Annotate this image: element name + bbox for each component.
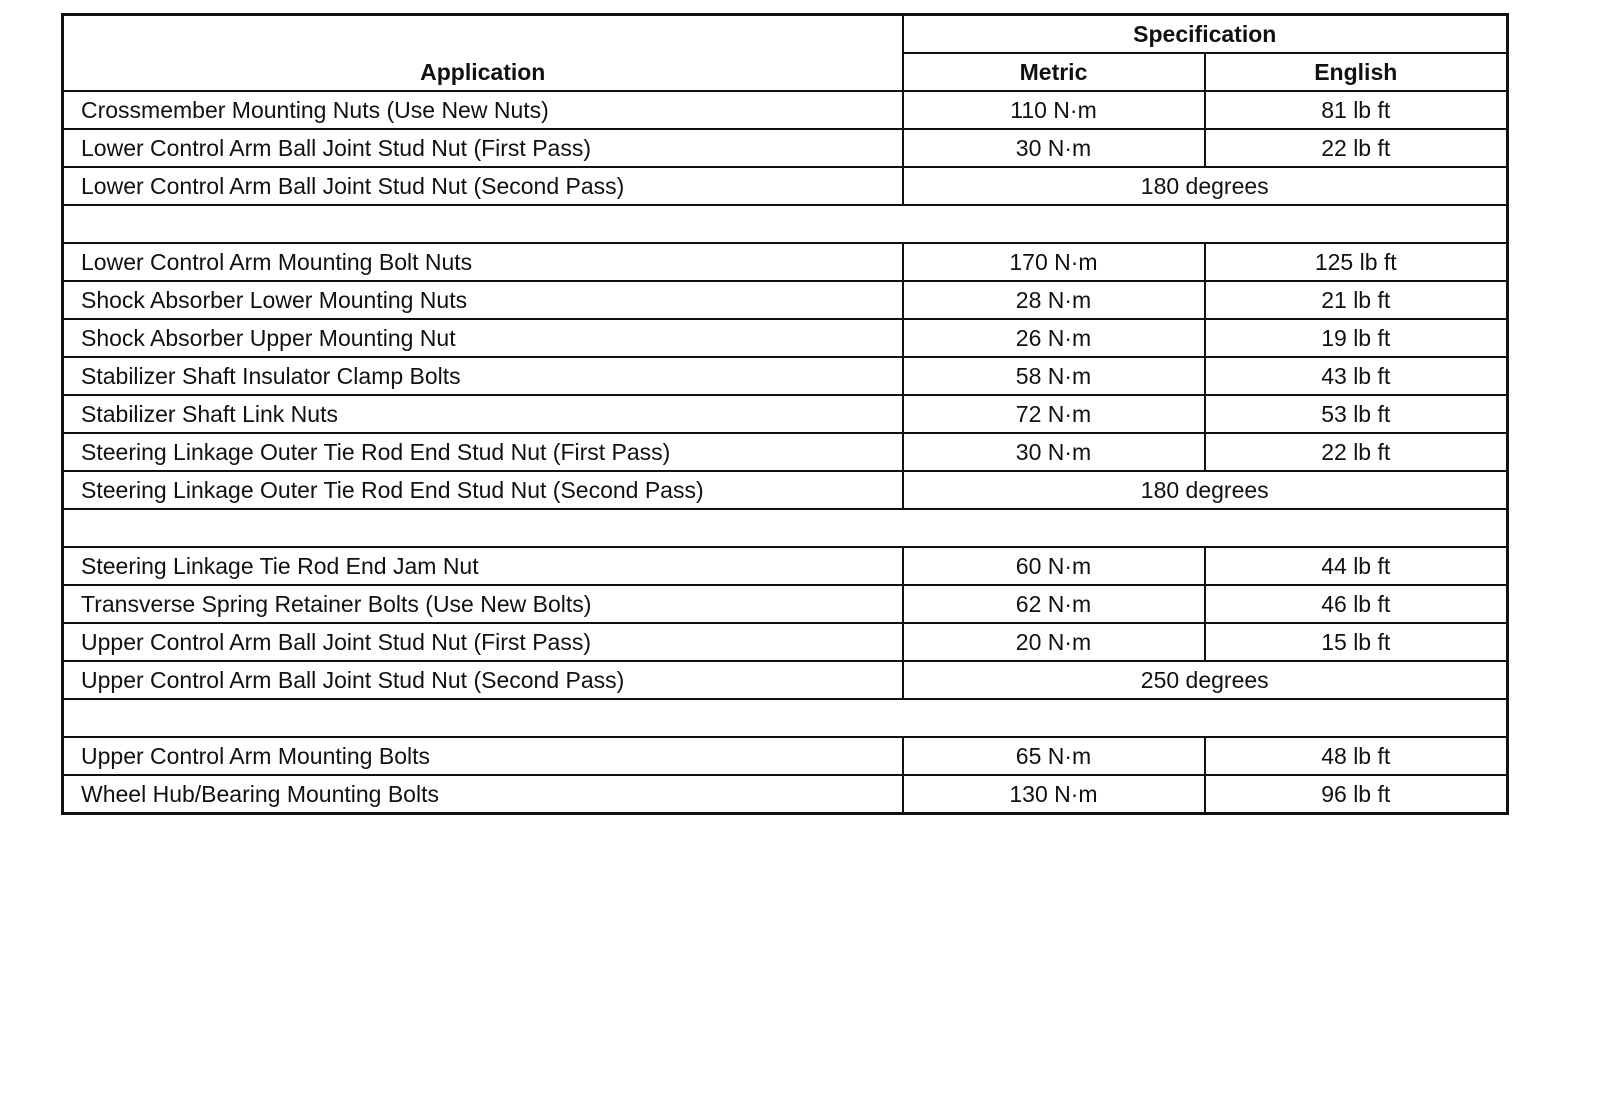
table-row	[63, 167, 1508, 205]
metric-cell: 65 N·m	[903, 737, 1205, 775]
metric-cell: 30 N·m	[903, 433, 1205, 471]
application-cell: Upper Control Arm Ball Joint Stud Nut (First Pass)	[63, 623, 903, 661]
spacer-row	[63, 205, 1508, 243]
spacer-row	[63, 699, 1508, 737]
table-row	[63, 319, 1508, 357]
english-cell: 43 lb ft	[1205, 357, 1508, 395]
english-cell: 19 lb ft	[1205, 319, 1508, 357]
application-cell: Upper Control Arm Mounting Bolts	[63, 737, 903, 775]
english-cell: 22 lb ft	[1205, 433, 1508, 471]
english-cell: 15 lb ft	[1205, 623, 1508, 661]
application-cell: Lower Control Arm Mounting Bolt Nuts	[63, 243, 903, 281]
table-row	[63, 243, 1508, 281]
application-cell: Shock Absorber Lower Mounting Nuts	[63, 281, 903, 319]
application-cell: Upper Control Arm Ball Joint Stud Nut (Second Pass)	[63, 661, 903, 699]
metric-cell: 58 N·m	[903, 357, 1205, 395]
metric-cell: 170 N·m	[903, 243, 1205, 281]
table-row	[63, 471, 1508, 509]
english-cell: 22 lb ft	[1205, 129, 1508, 167]
metric-cell: 26 N·m	[903, 319, 1205, 357]
metric-cell: 130 N·m	[903, 775, 1205, 814]
application-cell: Lower Control Arm Ball Joint Stud Nut (Second Pass)	[63, 167, 903, 205]
metric-cell: 62 N·m	[903, 585, 1205, 623]
table-row	[63, 281, 1508, 319]
metric-cell: 110 N·m	[903, 91, 1205, 129]
application-header: Application	[63, 15, 903, 92]
english-cell: 48 lb ft	[1205, 737, 1508, 775]
metric-cell: 20 N·m	[903, 623, 1205, 661]
english-header: English	[1205, 53, 1508, 91]
application-cell: Steering Linkage Outer Tie Rod End Stud Nut (Second Pass)	[63, 471, 903, 509]
combined-spec-cell: 250 degrees	[903, 661, 1508, 699]
metric-cell: 72 N·m	[903, 395, 1205, 433]
application-cell: Transverse Spring Retainer Bolts (Use New Bolts)	[63, 585, 903, 623]
table-row	[63, 395, 1508, 433]
application-cell: Lower Control Arm Ball Joint Stud Nut (First Pass)	[63, 129, 903, 167]
application-cell: Stabilizer Shaft Insulator Clamp Bolts	[63, 357, 903, 395]
table-row	[63, 585, 1508, 623]
english-cell: 81 lb ft	[1205, 91, 1508, 129]
application-cell: Steering Linkage Tie Rod End Jam Nut	[63, 547, 903, 585]
table-row	[63, 433, 1508, 471]
metric-cell: 28 N·m	[903, 281, 1205, 319]
table-row	[63, 357, 1508, 395]
header-row-top	[63, 15, 1508, 54]
english-cell: 125 lb ft	[1205, 243, 1508, 281]
english-cell: 96 lb ft	[1205, 775, 1508, 814]
metric-header: Metric	[903, 53, 1205, 91]
table-row	[63, 661, 1508, 699]
metric-cell: 30 N·m	[903, 129, 1205, 167]
spacer-row	[63, 509, 1508, 547]
table-row	[63, 91, 1508, 129]
table-row	[63, 737, 1508, 775]
application-cell: Steering Linkage Outer Tie Rod End Stud Nut (First Pass)	[63, 433, 903, 471]
english-cell: 21 lb ft	[1205, 281, 1508, 319]
application-cell: Stabilizer Shaft Link Nuts	[63, 395, 903, 433]
application-cell: Wheel Hub/Bearing Mounting Bolts	[63, 775, 903, 814]
spacer-cell	[63, 509, 1508, 547]
spacer-cell	[63, 699, 1508, 737]
table-row	[63, 775, 1508, 814]
application-cell: Crossmember Mounting Nuts (Use New Nuts)	[63, 91, 903, 129]
english-cell: 46 lb ft	[1205, 585, 1508, 623]
table-header	[63, 15, 1508, 92]
english-cell: 44 lb ft	[1205, 547, 1508, 585]
english-cell: 53 lb ft	[1205, 395, 1508, 433]
application-cell: Shock Absorber Upper Mounting Nut	[63, 319, 903, 357]
table-row	[63, 129, 1508, 167]
specification-header: Specification	[903, 15, 1508, 54]
table-row	[63, 547, 1508, 585]
spacer-cell	[63, 205, 1508, 243]
combined-spec-cell: 180 degrees	[903, 471, 1508, 509]
table-row	[63, 623, 1508, 661]
combined-spec-cell: 180 degrees	[903, 167, 1508, 205]
table-body	[63, 91, 1508, 814]
torque-spec-table	[61, 13, 1509, 815]
metric-cell: 60 N·m	[903, 547, 1205, 585]
